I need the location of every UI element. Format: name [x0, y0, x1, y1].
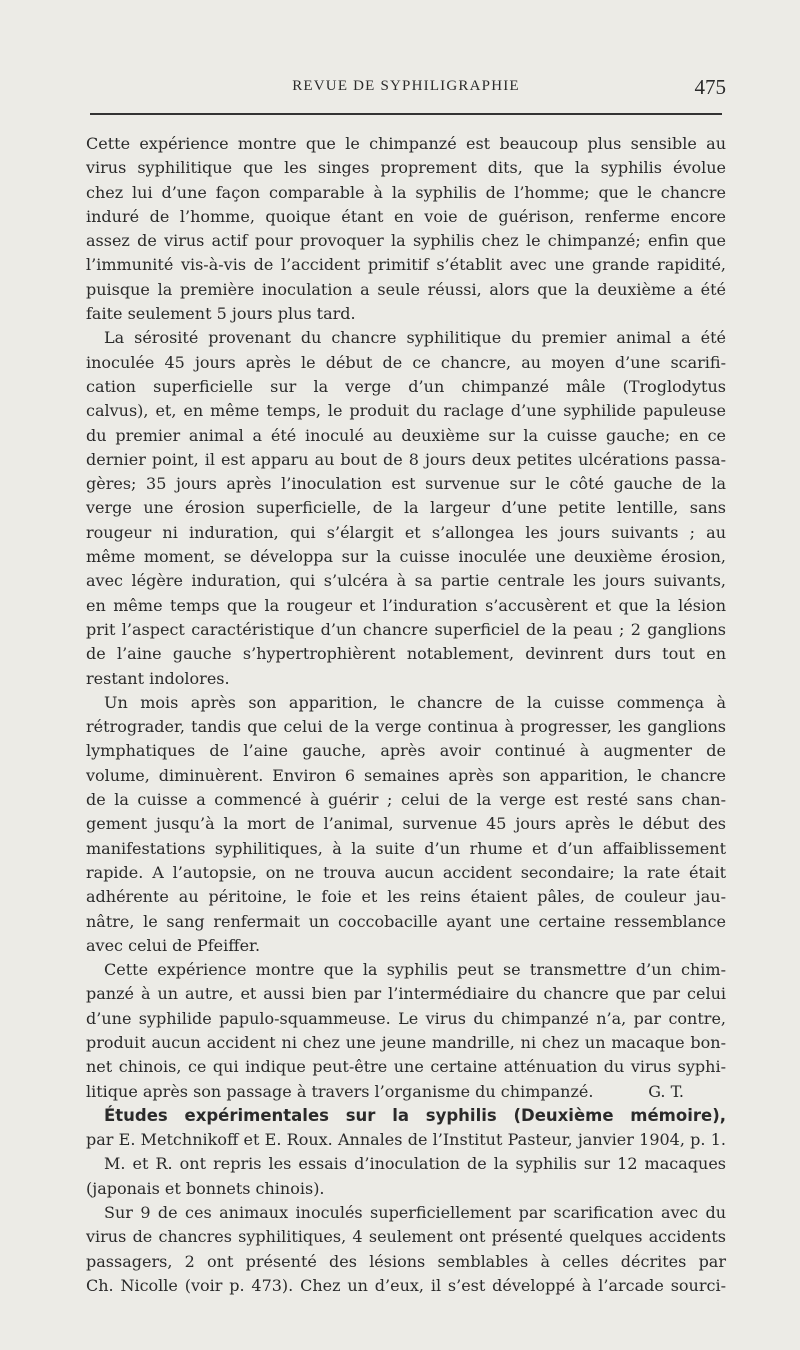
text-line: restant indolores. [86, 668, 230, 688]
text-line: Ch. Nicolle (voir p. 473). Chez un d’eux, il s’est développé à l’arcade sourci- [86, 1275, 726, 1295]
text-line: lymphatiques de l’aine gauche, après avoir continué à augmenter de [86, 741, 726, 761]
text-line: induré de l’homme, quoique étant en voie de guérison, renferme encore [86, 206, 726, 226]
text-line: gement jusqu’à la mort de l’animal, survenue 45 jours après le début des [86, 814, 726, 834]
text-line: M. et R. ont repris les essais d’inoculation de la syphilis sur 12 macaques [104, 1154, 726, 1174]
text-line: puisque la première inoculation a seule réussi, alors que la deuxième a été [86, 279, 726, 299]
text-line: Cette expérience montre que le chimpanzé est beaucoup plus sensible au [86, 134, 726, 153]
text-line: nâtre, le sang renfermait un coccobacille ayant une certaine ressemblance [86, 911, 726, 931]
text-line: prit l’aspect caractéristique d’un chancre superficiel de la peau ; 2 ganglions [86, 619, 726, 639]
text-line: rougeur ni induration, qui s’élargit et s’allongea les jours suivants ; au [86, 522, 726, 542]
text-line-with-signature [86, 1080, 726, 1104]
article-body [86, 132, 726, 1298]
text-line: du premier animal a été inoculé au deuxième sur la cuisse gauche; en ce [86, 425, 726, 445]
text-line: assez de virus actif pour provoquer la syphilis chez le chimpanzé; enfin que [86, 231, 726, 251]
text-line: faite seulement 5 jours plus tard. [86, 304, 356, 324]
text-line: Un mois après son apparition, le chancre de la cuisse commença à [104, 692, 726, 712]
text-line: gères; 35 jours après l’inoculation est survenue sur le côté gauche de la [86, 474, 726, 494]
text-line: rétrograder, tandis que celui de la verge continua à progresser, les ganglions [86, 717, 726, 737]
text-line: en même temps que la rougeur et l’induration s’accusèrent et que la lésion [86, 595, 726, 615]
text-line: calvus), et, en même temps, le produit du raclage d’une syphilide papuleuse [86, 401, 726, 421]
text-line: passagers, 2 ont présenté des lésions semblables à celles décrites par [86, 1251, 726, 1271]
text-line: chez lui d’une façon comparable à la syphilis de l’homme; que le chancre [86, 182, 726, 202]
text-line: avec celui de Pfeiffer. [86, 935, 261, 955]
running-head [86, 75, 726, 102]
text-line: de l’aine gauche s’hypertrophièrent notablement, devinrent durs tout en [86, 644, 726, 664]
signature: G. T. [648, 1081, 684, 1101]
text-line: panzé à un autre, et aussi bien par l’intermédiaire du chancre que par celui [86, 984, 726, 1004]
text-line: même moment, se développa sur la cuisse inoculée une deuxième érosion, [86, 547, 726, 567]
text-line: de la cuisse a commencé à guérir ; celui de la verge est resté sans chan- [86, 790, 726, 810]
text-line: adhérente au péritoine, le foie et les reins étaient pâles, de couleur jau- [86, 887, 726, 907]
text-line: litique après son passage à travers l’organisme du chimpanzé. [86, 1081, 594, 1101]
page-number: 475 [694, 75, 726, 99]
text-line: virus syphilitique que les singes proprement dits, que la syphilis évolue [86, 158, 726, 178]
text-line: verge une érosion superficielle, de la largeur d’une petite lentille, sans [86, 498, 726, 518]
text-line: inoculée 45 jours après le début de ce chancre, au moyen d’une scarifi- [86, 352, 726, 372]
text-line: volume, diminuèrent. Environ 6 semaines après son apparition, le chancre [86, 765, 726, 785]
text-line: Sur 9 de ces animaux inoculés superficiellement par scarification avec du [104, 1203, 726, 1223]
text-line: manifestations syphilitiques, à la suite d’un rhume et d’un affaiblissement [86, 838, 726, 858]
text-line: Cette expérience montre que la syphilis peut se transmettre d’un chim- [104, 960, 726, 980]
header-rule [90, 113, 722, 115]
citation-line: par E. Metchnikoff et E. Roux. Annales de l’Institut Pasteur, janvier 1904, p. 1. [86, 1130, 726, 1150]
text-line: net chinois, ce qui indique peut-être une certaine atténuation du virus syphi- [86, 1057, 726, 1077]
text-line: rapide. A l’autopsie, on ne trouva aucun accident secondaire; la rate était [86, 862, 726, 882]
text-line: avec légère induration, qui s’ulcéra à sa partie centrale les jours suivants, [86, 571, 726, 591]
text-line: d’une syphilide papulo-squammeuse. Le virus du chimpanzé n’a, par contre, [86, 1008, 726, 1028]
text-line: dernier point, il est apparu au bout de 8 jours deux petites ulcérations passa- [86, 449, 726, 469]
text-line: La sérosité provenant du chancre syphilitique du premier animal a été [104, 328, 726, 348]
text-line: (japonais et bonnets chinois). [86, 1178, 325, 1198]
text-line: cation superficielle sur la verge d’un chimpanzé mâle (Troglodytus [86, 376, 726, 396]
section-heading: Études expérimentales sur la syphilis (Deuxième mémoire), [104, 1105, 726, 1125]
journal-title: REVUE DE SYPHILIGRAPHIE [292, 78, 520, 94]
text-line: l’immunité vis-à-vis de l’accident primitif s’établit avec une grande rapidité, [86, 255, 726, 275]
text-line: produit aucun accident ni chez une jeune mandrille, ni chez un macaque bon- [86, 1032, 726, 1052]
text-line: virus de chancres syphilitiques, 4 seulement ont présenté quelques accidents [86, 1227, 726, 1247]
